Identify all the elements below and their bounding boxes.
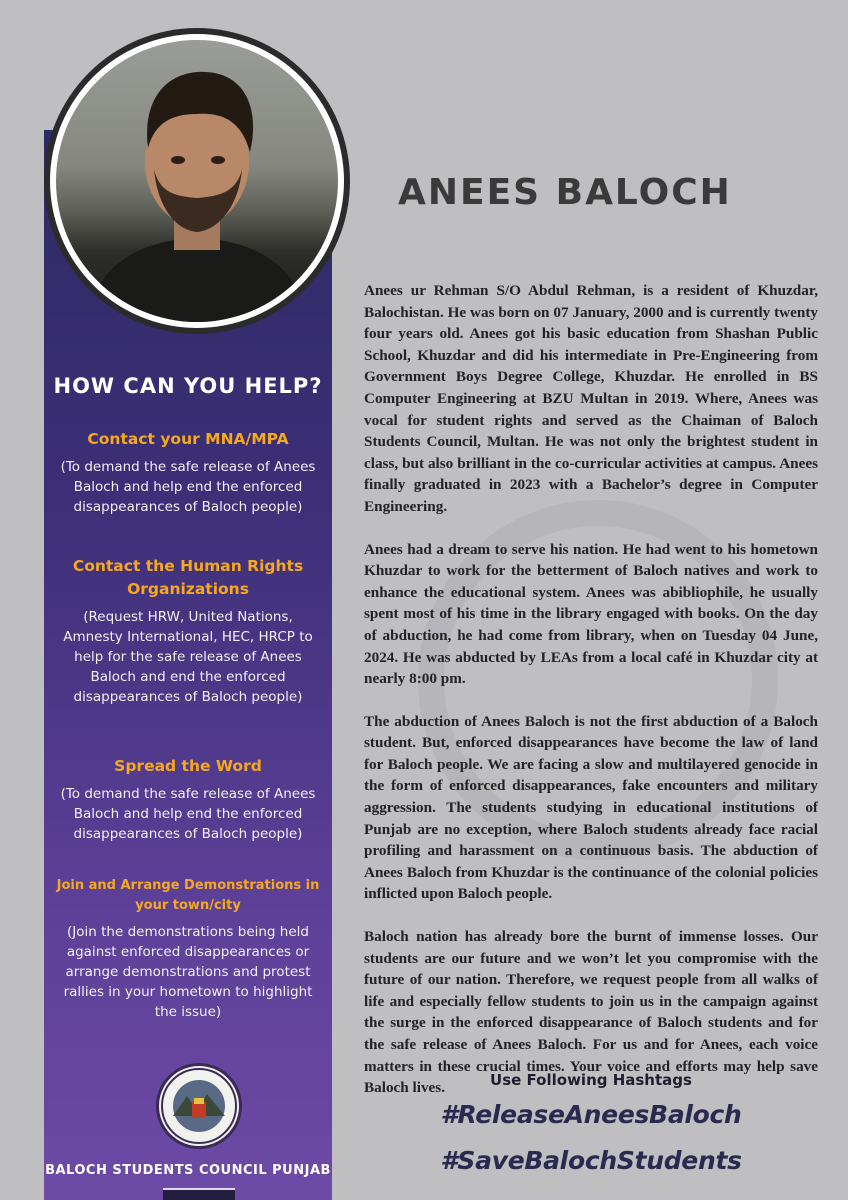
bottom-badge-icon <box>163 1188 235 1200</box>
bio-paragraph: Anees ur Rehman S/O Abdul Rehman, is a resident of Khuzdar, Balochistan. He was born on 07 January, 2000 and is currently twenty four years old. Anees got his basic education from Shashan Public School, Khuzdar and did his intermediate in Pre-Engineering from Government Boys Degree College, Khuzdar. He enrolled in BS Computer Engineering at BZU Multan in 2019. Where, Anees was vocal for student rights and served as the Chaiman of Baloch Students Council, Multan. He was not only the brightest student in class, but also brilliant in the co-curricular activities at campus. Anees finally graduated in 2023 with a Bachelor’s degree in Computer Engineering. <box>364 282 818 515</box>
profile-photo <box>56 40 338 322</box>
help-item-contact-mna <box>56 428 320 517</box>
portrait-illustration <box>56 40 338 322</box>
hashtag-release: #ReleaseAneesBaloch <box>440 1100 742 1129</box>
bio-paragraph: Anees had a dream to serve his nation. He had went to his hometown Khuzdar to work for the betterment of Baloch natives and work to enhance the educational system. Anees was abibliophile, he usually spent most of his time in the library engaged with books. On the day of abduction, he had come from library, when on Tuesday 04 June, 2024. He was abducted by LEAs from a local café in Khuzdar city at nearly 8:00 pm. <box>364 540 818 688</box>
org-name: BALOCH STUDENTS COUNCIL PUNJAB <box>45 1163 331 1178</box>
help-item-heading: Spread the Word <box>114 757 262 775</box>
org-seal-icon <box>159 1066 239 1146</box>
help-item-heading: Contact the Human Rights Organizations <box>72 557 304 598</box>
page-title: ANEES BALOCH <box>398 172 732 213</box>
hashtag-save-students: #SaveBalochStudents <box>440 1146 742 1175</box>
help-item-heading: Contact your MNA/MPA <box>87 430 289 448</box>
org-logo <box>156 1063 242 1149</box>
help-item-text: (To demand the safe release of Anees Baloch and help end the enforced disappearances of Baloch people) <box>60 786 316 842</box>
help-item-demonstrations <box>56 876 320 1022</box>
bio-paragraph: Baloch nation has already bore the burnt of immense losses. Our students are our future and we won’t let you compromise with the future of our nation. Therefore, we request people from all walks of life and especially fellow students to join us in the campaign against the surge in the enforced disappearance of Baloch students and for the safe release of Anees Baloch. For us and for Anees, each voice matters in these crucial times. Your voice and efforts may help save Baloch lives. <box>364 928 818 1097</box>
bio-paragraph: The abduction of Anees Baloch is not the first abduction of a Baloch student. But, enforced disappearances have become the law of land for Baloch people. We are facing a slow and multilayered genocide in the form of enforced disappearances, fake encounters and military aggression. The students studying in educational institutions of Punjab are no exception, where Baloch students already face racial profiling and harassment on a continuous basis. The abduction of Anees Baloch from Khuzdar is the continuance of the colonial policies inflicted upon Baloch people. <box>364 712 818 903</box>
biography <box>364 280 818 1099</box>
profile-photo-frame <box>44 28 350 334</box>
help-title: HOW CAN YOU HELP? <box>53 374 323 398</box>
help-item-text: (To demand the safe release of Anees Baloch and help end the enforced disappearances of Baloch people) <box>60 459 316 515</box>
help-item-text: (Join the demonstrations being held against enforced disappearances or arrange demonstrations and protest rallies in your hometown to highlight the issue) <box>63 924 313 1020</box>
help-item-heading: Join and Arrange Demonstrations in your town/city <box>56 878 320 913</box>
help-item-spread-word <box>56 755 320 844</box>
help-item-contact-human-rights <box>56 555 320 707</box>
help-item-text: (Request HRW, United Nations, Amnesty International, HEC, HRCP to help for the safe release of Anees Baloch and end the enforced disappearances of Baloch people) <box>63 609 313 705</box>
hashtags-heading: Use Following Hashtags <box>490 1071 692 1089</box>
